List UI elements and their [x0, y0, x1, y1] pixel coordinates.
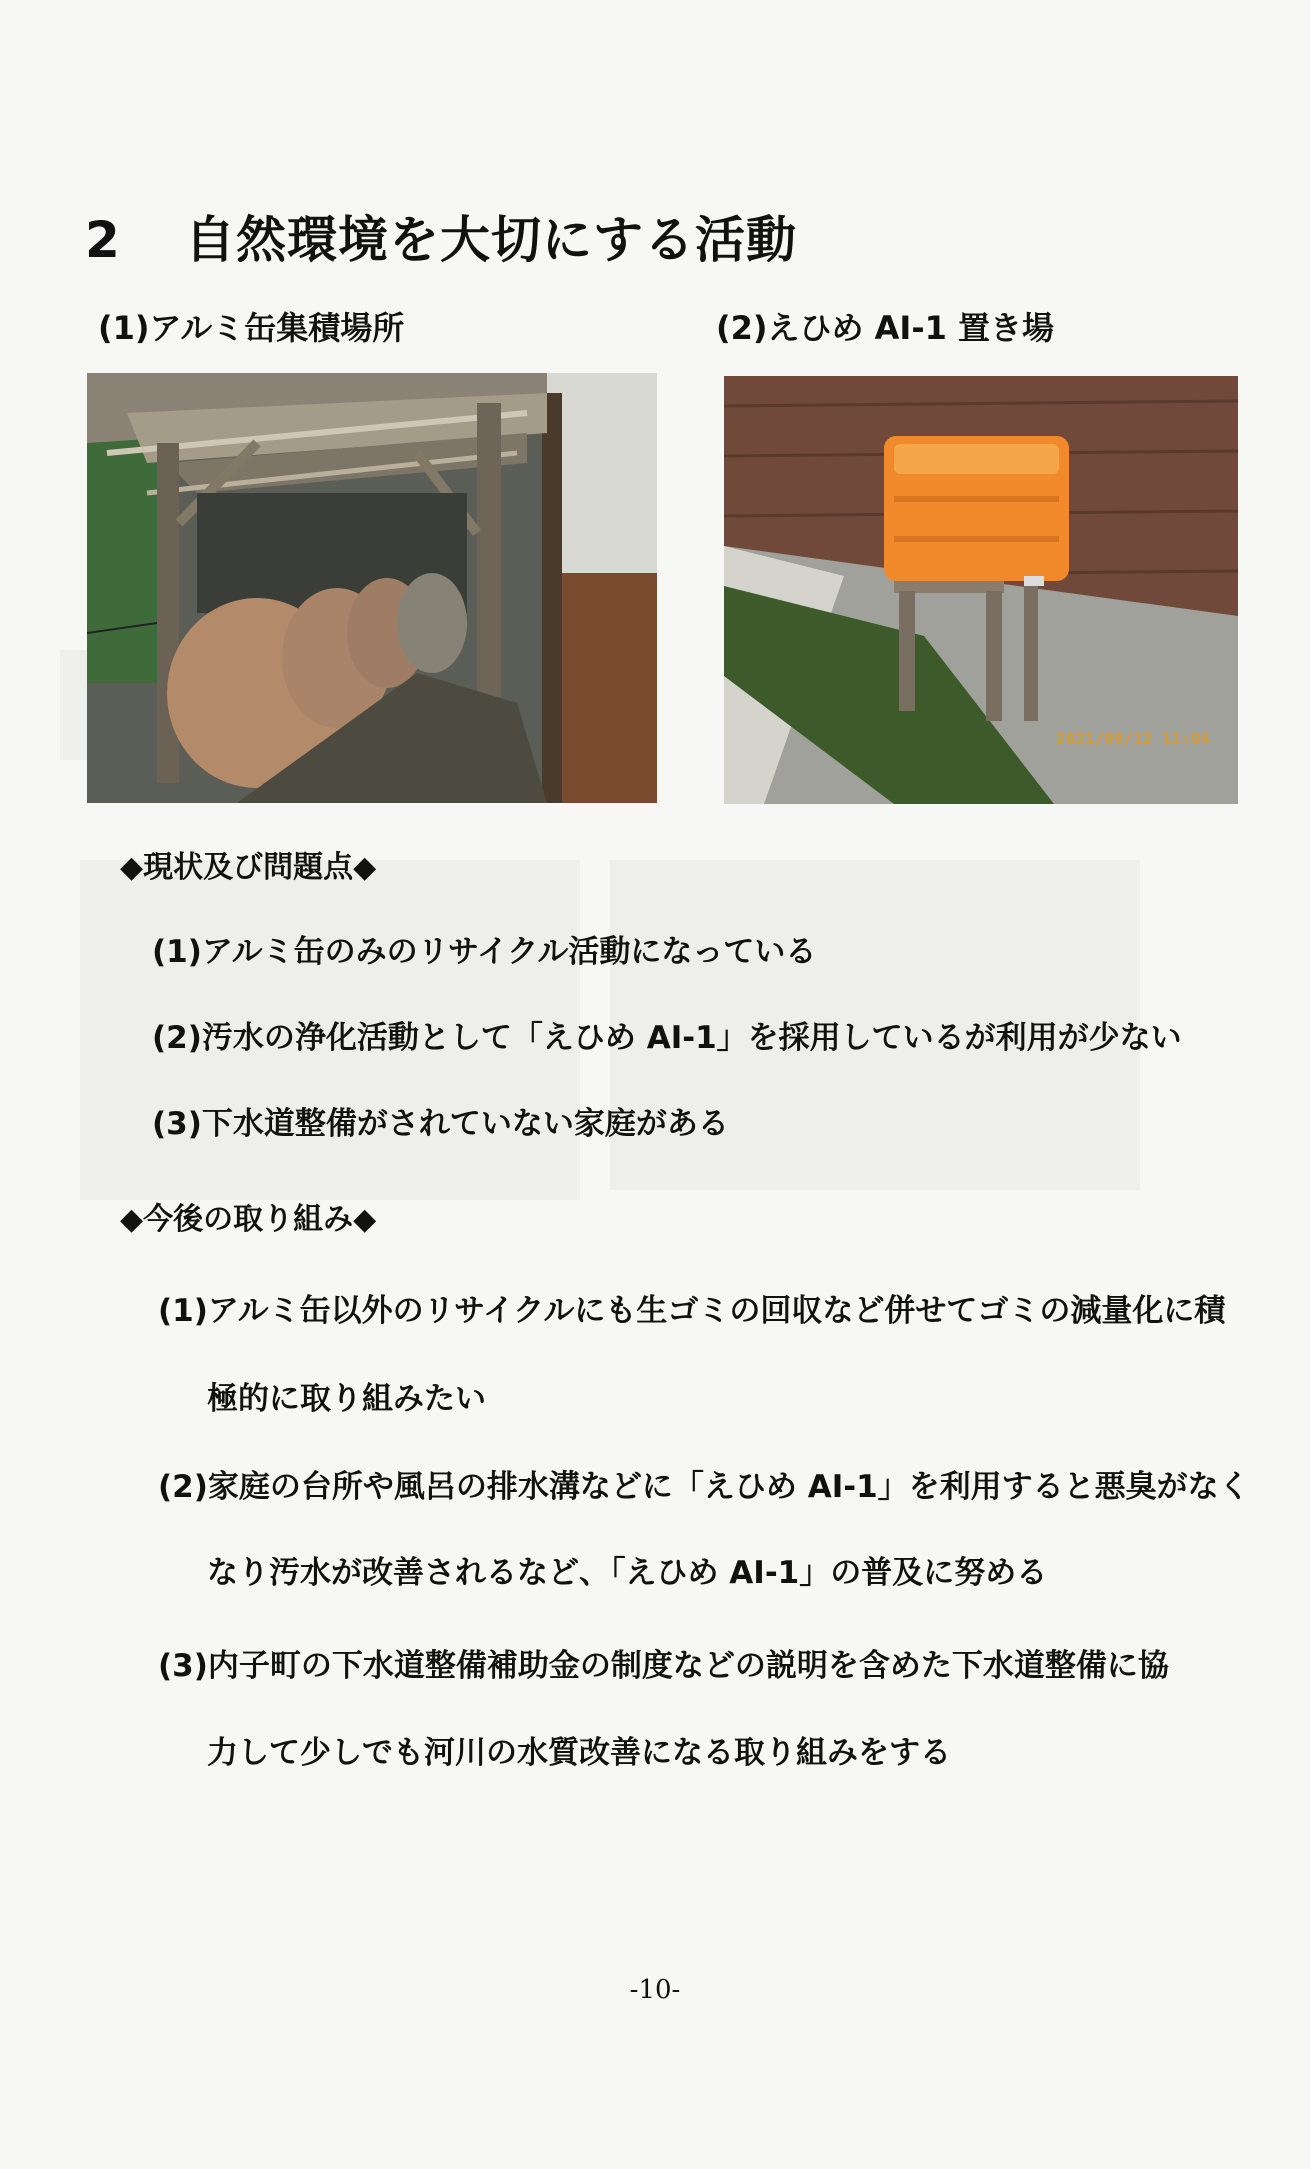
future-actions-heading: ◆今後の取り組み◆	[120, 1202, 377, 1237]
section-number: 2	[85, 211, 121, 269]
issue-item	[152, 1012, 1182, 1057]
photo-timestamp: 2021/09/12 11:04	[1055, 729, 1210, 748]
issue-label: (2)	[152, 1020, 202, 1056]
action-text-continued: 極的に取り組みたい	[207, 1381, 486, 1417]
section-title	[85, 200, 797, 272]
action-label: (2)	[158, 1469, 208, 1505]
action-label: (1)	[158, 1293, 208, 1329]
action-text: 家庭の台所や風呂の排水溝などに「えひめ AI-1」を利用すると悪臭がなく	[207, 1469, 1250, 1505]
action-item	[158, 1640, 1169, 1685]
issue-text: アルミ缶のみのリサイクル活動になっている	[201, 934, 817, 970]
issue-text: 汚水の浄化活動として「えひめ AI-1」を採用しているが利用が少ない	[201, 1020, 1182, 1056]
action-item	[158, 1285, 1225, 1330]
issue-label: (1)	[152, 934, 202, 970]
photo-caption-2: (2)えひめ AI-1 置き場	[716, 309, 1055, 347]
action-item	[158, 1461, 1250, 1506]
photo-caption-1: (1)アルミ缶集積場所	[98, 309, 405, 347]
issue-item	[152, 926, 816, 971]
issue-label: (3)	[152, 1106, 202, 1142]
photo-aluminium-can-shed	[87, 373, 657, 803]
action-text: 内子町の下水道整備補助金の制度などの説明を含めた下水道整備に協	[207, 1648, 1169, 1684]
action-label: (3)	[158, 1648, 208, 1684]
issue-text: 下水道整備がされていない家庭がある	[201, 1106, 729, 1142]
section-title-text: 自然環境を大切にする活動	[185, 211, 797, 269]
page-number: -10-	[629, 1975, 681, 2005]
current-issues-heading: ◆現状及び問題点◆	[120, 850, 377, 885]
photo-ehime-ai-container	[724, 376, 1238, 804]
issue-item	[152, 1098, 729, 1143]
action-text-continued: なり汚水が改善されるなど、「えひめ AI-1」の普及に努める	[207, 1555, 1048, 1591]
action-text-continued: 力して少しでも河川の水質改善になる取り組みをする	[207, 1735, 951, 1771]
action-text: アルミ缶以外のリサイクルにも生ゴミの回収など併せてゴミの減量化に積	[207, 1293, 1226, 1329]
